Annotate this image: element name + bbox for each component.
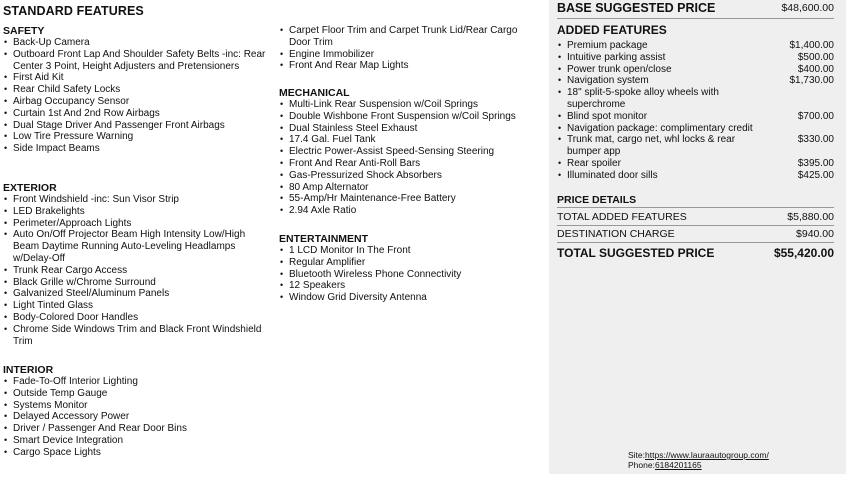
feature-item: • Smart Device Integration (3, 435, 271, 447)
added-feature-item (557, 64, 834, 76)
destination-value: $940.00 (796, 228, 834, 240)
total-added-value: $5,880.00 (787, 211, 834, 223)
added-feature-name: • Illuminated door sills (567, 169, 658, 181)
added-feature-item (557, 87, 834, 111)
feature-item: • Bluetooth Wireless Phone Connectivity (279, 269, 541, 281)
feature-item: • Dual Stage Driver And Passenger Front Airbags (3, 120, 271, 132)
entertainment-section (279, 233, 541, 304)
added-features-list (557, 40, 834, 182)
added-feature-name: • Trunk mat, cargo net, whl locks & rear bumper app (567, 134, 736, 158)
added-feature-price: $425.00 (797, 169, 834, 181)
feature-item: • 17.4 Gal. Fuel Tank (279, 134, 541, 146)
interior-list (3, 376, 271, 459)
added-feature-item (557, 75, 834, 87)
feature-item: • 80 Amp Alternator (279, 182, 541, 194)
feature-item: • Body-Colored Door Handles (3, 312, 271, 324)
base-price-value: $48,600.00 (781, 2, 834, 14)
divider (557, 225, 834, 226)
feature-item: • 12 Speakers (279, 280, 541, 292)
feature-item: • Cargo Space Lights (3, 447, 271, 459)
added-feature-name: • Blind spot monitor (567, 110, 648, 122)
feature-item: • Low Tire Pressure Warning (3, 131, 271, 143)
mechanical-section (279, 87, 541, 217)
feature-item: • LED Brakelights (3, 206, 271, 218)
added-feature-item (557, 158, 834, 170)
feature-item: • Airbag Occupancy Sensor (3, 96, 271, 108)
feature-item: • Black Grille w/Chrome Surround (3, 277, 271, 289)
safety-section (3, 25, 271, 155)
feature-item: • Multi-Link Rear Suspension w/Coil Springs (279, 99, 541, 111)
site-label: Site: (628, 450, 646, 460)
interior-section (3, 364, 271, 459)
feature-item: • Rear Child Safety Locks (3, 84, 271, 96)
added-feature-item (557, 52, 834, 64)
mechanical-list (279, 99, 541, 217)
feature-item: • Light Tinted Glass (3, 300, 271, 312)
safety-title: SAFETY (3, 25, 45, 37)
feature-item: • Auto On/Off Projector Beam High Intensity Low/High Beam Daytime Running Auto-Leveling Headlamps w/Delay-Off (3, 229, 271, 264)
feature-item: • Regular Amplifier (279, 257, 541, 269)
feature-item: • Chrome Side Windows Trim and Black Front Windshield Trim (3, 324, 271, 348)
added-feature-item (557, 40, 834, 52)
feature-item: • Outboard Front Lap And Shoulder Safety Belts -inc: Rear Center 3 Point, Height Adjusters and Pretensioners (3, 49, 271, 73)
feature-item: • Curtain 1st And 2nd Row Airbags (3, 108, 271, 120)
feature-item: • Systems Monitor (3, 400, 271, 412)
added-feature-price: $400.00 (797, 63, 834, 75)
added-feature-name: • 18" split-5-spoke alloy wheels with superchrome (567, 87, 719, 110)
feature-item: • Front And Rear Map Lights (279, 60, 541, 72)
dealer-contact (628, 450, 769, 470)
feature-item: • Engine Immobilizer (279, 49, 541, 61)
feature-item: • Driver / Passenger And Rear Door Bins (3, 423, 271, 435)
interior-title: INTERIOR (3, 364, 54, 376)
feature-item: • Side Impact Beams (3, 143, 271, 155)
mechanical-title: MECHANICAL (279, 87, 350, 99)
added-feature-name: • Intuitive parking assist (567, 51, 666, 63)
feature-item: • Window Grid Diversity Antenna (279, 292, 541, 304)
interior-cont-section (279, 25, 541, 72)
feature-item: • Front And Rear Anti-Roll Bars (279, 158, 541, 170)
safety-list (3, 37, 271, 155)
feature-item: • Back-Up Camera (3, 37, 271, 49)
feature-item: • Electric Power-Assist Speed-Sensing Steering (279, 146, 541, 158)
feature-item: • Delayed Accessory Power (3, 411, 271, 423)
divider (557, 242, 834, 243)
pricing-panel (549, 0, 846, 474)
feature-item: • Outside Temp Gauge (3, 388, 271, 400)
site-link[interactable]: https://www.lauraautogroup.com/ (645, 450, 769, 460)
feature-item: • 55-Amp/Hr Maintenance-Free Battery (279, 193, 541, 205)
total-price-label: TOTAL SUGGESTED PRICE (557, 246, 715, 260)
phone-label: Phone: (628, 460, 655, 470)
interior-cont-list (279, 25, 541, 72)
total-added-row (557, 211, 834, 225)
added-feature-name: • Navigation system (567, 75, 649, 87)
added-feature-price: $1,730.00 (789, 75, 834, 87)
exterior-section (3, 182, 271, 347)
added-feature-price: $395.00 (797, 157, 834, 169)
added-feature-price: $330.00 (797, 134, 834, 146)
added-feature-item (557, 111, 834, 123)
added-feature-price: $1,400.00 (789, 40, 834, 51)
entertainment-title: ENTERTAINMENT (279, 233, 369, 245)
added-feature-name: • Premium package (567, 40, 648, 51)
exterior-list (3, 194, 271, 347)
added-feature-item (557, 134, 834, 158)
added-feature-item (557, 123, 834, 135)
feature-item: • Carpet Floor Trim and Carpet Trunk Lid/Rear Cargo Door Trim (279, 25, 541, 49)
exterior-title: EXTERIOR (3, 182, 57, 194)
phone-link[interactable]: 6184201165 (654, 460, 702, 470)
added-features-title: ADDED FEATURES (557, 23, 667, 37)
feature-item: • Dual Stainless Steel Exhaust (279, 123, 541, 135)
added-feature-price: $700.00 (797, 110, 834, 122)
feature-item: • Perimeter/Approach Lights (3, 218, 271, 230)
feature-item: • Double Wishbone Front Suspension w/Coil Springs (279, 111, 541, 123)
feature-item: • Galvanized Steel/Aluminum Panels (3, 288, 271, 300)
site-line (628, 450, 769, 460)
feature-item: • Gas-Pressurized Shock Absorbers (279, 170, 541, 182)
destination-label: DESTINATION CHARGE (557, 228, 675, 240)
entertainment-list (279, 245, 541, 304)
added-feature-name: • Rear spoiler (567, 157, 621, 169)
total-price-value: $55,420.00 (773, 246, 834, 260)
feature-item: • Trunk Rear Cargo Access (3, 265, 271, 277)
standard-features-title: STANDARD FEATURES (3, 4, 144, 18)
added-feature-item (557, 170, 834, 182)
base-price-label: BASE SUGGESTED PRICE (557, 1, 716, 15)
added-feature-name: • Power trunk open/close (567, 63, 672, 75)
feature-item: • Fade-To-Off Interior Lighting (3, 376, 271, 388)
added-feature-name: • Navigation package: complimentary credit (567, 122, 753, 134)
feature-item: • Front Windshield -inc: Sun Visor Strip (3, 194, 271, 206)
phone-line (628, 460, 769, 470)
price-details-title: PRICE DETAILS (557, 194, 637, 206)
feature-item: • First Aid Kit (3, 72, 271, 84)
added-feature-price: $500.00 (797, 51, 834, 63)
feature-item: • 2.94 Axle Ratio (279, 205, 541, 217)
feature-item: • 1 LCD Monitor In The Front (279, 245, 541, 257)
divider (557, 18, 834, 19)
divider (557, 207, 834, 208)
total-price-row (557, 246, 834, 262)
base-price-row (557, 1, 834, 17)
destination-row (557, 228, 834, 242)
total-added-label: TOTAL ADDED FEATURES (557, 211, 687, 223)
